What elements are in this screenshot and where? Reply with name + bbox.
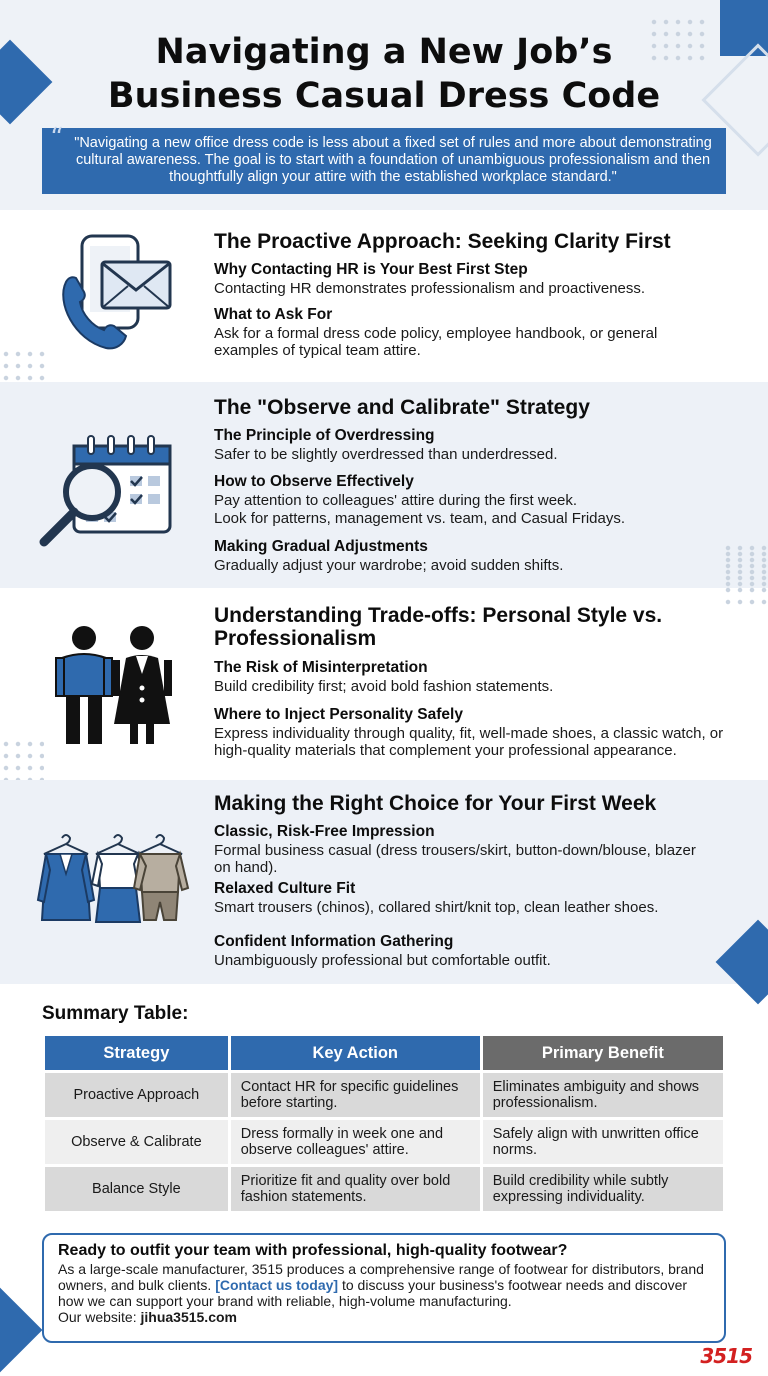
section-title: The "Observe and Calibrate" Strategy [214,396,590,419]
summary-table [42,1033,726,1214]
cta-website-line [58,1309,710,1325]
item-text: Gradually adjust your wardrobe; avoid sudden shifts. [214,557,564,574]
header [0,0,768,210]
item-heading: Classic, Risk-Free Impression [214,823,435,840]
page-title [0,30,768,118]
contact-us-link[interactable]: [Contact us today] [215,1277,339,1293]
table-row [45,1120,723,1164]
item-heading: What to Ask For [214,306,333,323]
professionals-icon [54,624,174,748]
item-heading: Where to Inject Personality Safely [214,706,463,723]
item-text: Express individuality through quality, fit, well-made shoes, a classic watch, or high-quality materials that complement your professional appearance. [214,725,724,759]
table-cell: Proactive Approach [45,1073,228,1117]
table-header-row [45,1036,723,1070]
item-text: Ask for a formal dress code policy, employee handbook, or general examples of typical team attire. [214,325,658,359]
table-cell: Build credibility while subtly expressing individuality. [483,1167,723,1211]
table-cell: Contact HR for specific guidelines before starting. [231,1073,480,1117]
brand-logo: 3515 [700,1344,752,1368]
decorative-diamond [0,1288,42,1373]
title-line-2: Business Casual Dress Code [107,76,661,116]
decorative-dots [722,548,768,608]
table-cell: Balance Style [45,1167,228,1211]
section-observe-calibrate [0,382,768,588]
item-text: Contacting HR demonstrates professionalism and proactiveness. [214,280,646,297]
cta-body [58,1261,710,1309]
item-heading: The Principle of Overdressing [214,427,435,444]
cta-body-text: to discuss your business's footwear needs and discover how we can support your brand with reliable, high-volume manufacturing. [58,1277,688,1309]
item-text: Smart trousers (chinos), collared shirt/knit top, clean leather shoes. [214,899,659,916]
section-first-week [0,780,768,984]
cta-body-text: As a large-scale manufacturer, 3515 produces a comprehensive range of footwear for distributors, brand owners, and bulk clients. [58,1261,704,1293]
item-heading: How to Observe Effectively [214,473,414,490]
column-header: Primary Benefit [483,1036,723,1070]
item-text: Unambiguously professional but comfortable outfit. [214,952,551,969]
item-heading: Why Contacting HR is Your Best First Step [214,261,528,278]
section-trade-offs [0,588,768,780]
calendar-magnifier-icon [36,432,176,552]
section-title: Making the Right Choice for Your First Week [214,792,657,815]
section-proactive-approach [0,210,768,382]
item-text: Formal business casual (dress trousers/skirt, button-down/blouse, blazer on hand). [214,842,696,876]
cta-box [42,1233,726,1343]
phone-envelope-icon [52,232,176,356]
item-text: Look for patterns, management vs. team, and Casual Fridays. [214,510,626,527]
table-cell: Safely align with unwritten office norms. [483,1120,723,1164]
summary-title: Summary Table: [42,1003,189,1024]
section-title-line-1: Understanding Trade-offs: Personal Style vs. [214,604,663,627]
table-cell: Observe & Calibrate [45,1120,228,1164]
section-title: The Proactive Approach: Seeking Clarity First [214,230,671,253]
column-header: Strategy [45,1036,228,1070]
website-link[interactable]: jihua3515.com [140,1309,237,1325]
item-text: Safer to be slightly overdressed than underdressed. [214,446,558,463]
section-title-line-2: Professionalism [214,627,377,650]
item-heading: Relaxed Culture Fit [214,880,356,897]
quote-mark-icon: “ [50,123,64,153]
table-cell: Prioritize fit and quality over bold fashion statements. [231,1167,480,1211]
clothes-hangers-icon [36,830,192,930]
item-heading: Confident Information Gathering [214,933,454,950]
item-text: Pay attention to colleagues' attire during the first week. [214,492,578,509]
decorative-dots [0,738,44,782]
item-heading: The Risk of Misinterpretation [214,659,428,676]
table-row [45,1073,723,1117]
title-line-1: Navigating a New Job’s [155,32,613,72]
table-row [45,1167,723,1211]
cta-title: Ready to outfit your team with professional, high-quality footwear? [58,1242,568,1259]
website-label: Our website: [58,1309,141,1325]
intro-quote-text: "Navigating a new office dress code is less about a fixed set of rules and more about demonstrating cultural awareness. The goal is to start with a foundation of unambiguous professionalism and then thoughtfully align your attire with the established workplace standard." [74,135,712,185]
item-text: Build credibility first; avoid bold fashion statements. [214,678,554,695]
item-heading: Making Gradual Adjustments [214,538,428,555]
table-cell: Eliminates ambiguity and shows professionalism. [483,1073,723,1117]
column-header: Key Action [231,1036,480,1070]
intro-quote-box [42,123,726,194]
table-cell: Dress formally in week one and observe colleagues' attire. [231,1120,480,1164]
